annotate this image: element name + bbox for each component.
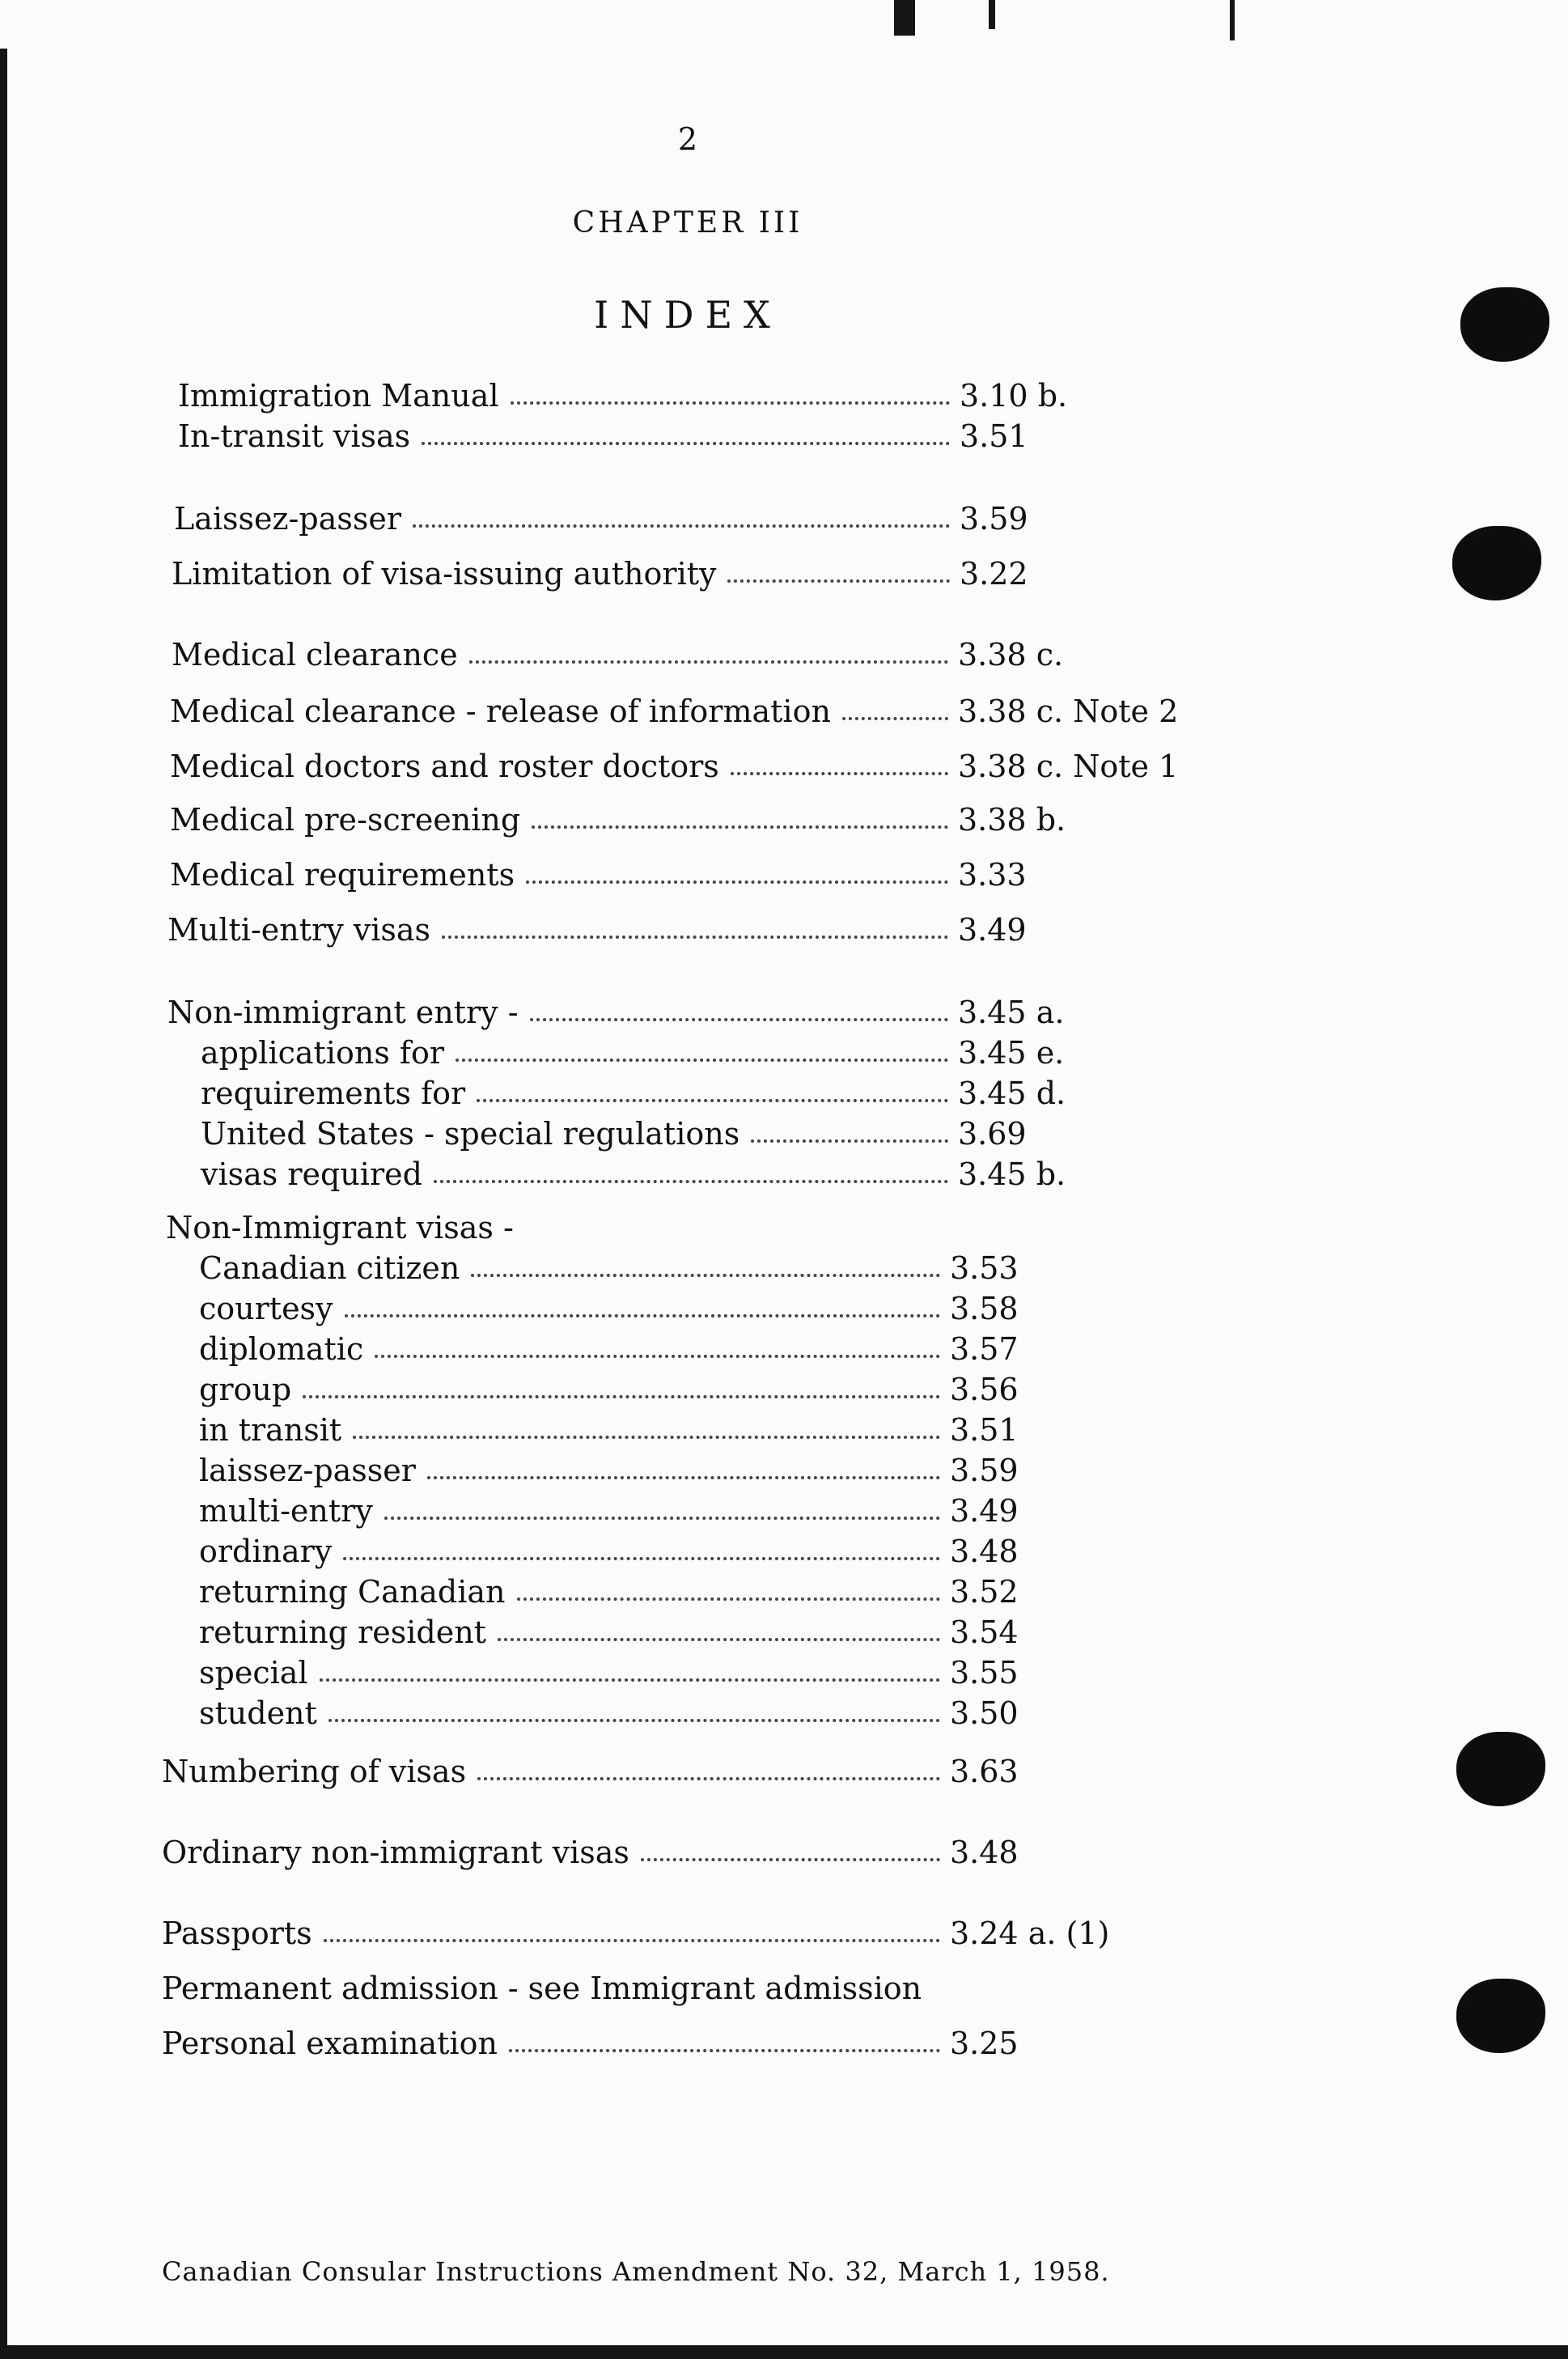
punch-hole: [1456, 1732, 1545, 1806]
entry-label: in transit: [199, 1412, 342, 1448]
dot-leader: [469, 660, 948, 664]
entry-label: Non-immigrant entry -: [167, 995, 519, 1030]
entry-reference: 3.38 b.: [958, 802, 1066, 838]
dot-leader: [328, 1719, 940, 1722]
scan-top-mark: [894, 0, 915, 36]
dot-leader: [442, 936, 948, 939]
entry-reference: 3.38 c. Note 1: [958, 749, 1179, 784]
entry-reference: 3.51: [950, 1412, 1019, 1448]
entry-reference: 3.24 a. (1): [950, 1916, 1110, 1951]
entry-label: Medical clearance: [172, 637, 458, 672]
punch-hole: [1456, 1979, 1545, 2053]
entry-label: multi-entry: [199, 1493, 373, 1529]
page-number: 2: [677, 121, 698, 157]
entry-label: diplomatic: [199, 1331, 364, 1367]
entry-reference: 3.56: [950, 1372, 1019, 1407]
entry-label: ordinary: [199, 1534, 333, 1569]
entry-reference: 3.38 c. Note 2: [958, 694, 1179, 729]
entry-reference: 3.45 a.: [958, 995, 1065, 1030]
entry-label: Passports: [162, 1916, 312, 1951]
entry-label: group: [199, 1372, 292, 1407]
entry-reference: 3.54: [950, 1614, 1019, 1650]
entry-label: student: [199, 1695, 317, 1731]
entry-reference: 3.45 b.: [958, 1156, 1066, 1192]
entry-reference: 3.69: [958, 1116, 1027, 1152]
entry-label: Limitation of visa-issuing authority: [172, 556, 717, 592]
entry-reference: 3.49: [950, 1493, 1019, 1529]
entry-label: In-transit visas: [178, 418, 411, 454]
page-footer: Canadian Consular Instructions Amendment No. 32, March 1, 1958.: [162, 2256, 1110, 2287]
dot-leader: [434, 1180, 948, 1183]
entry-label: laissez-passer: [199, 1453, 416, 1488]
dot-leader: [530, 1018, 948, 1021]
dot-leader: [471, 1274, 940, 1277]
dot-leader: [641, 1858, 940, 1861]
entry-reference: 3.33: [958, 857, 1027, 893]
entry-label: Permanent admission - see Immigrant admission: [162, 1971, 922, 2006]
entry-reference: 3.38 c.: [958, 637, 1064, 672]
scan-bottom-border: [0, 2345, 1568, 2359]
entry-reference: 3.52: [950, 1574, 1019, 1610]
entry-reference: 3.25: [950, 2026, 1019, 2061]
dot-leader: [324, 1939, 940, 1942]
entry-reference: 3.53: [950, 1250, 1019, 1286]
dot-leader: [413, 524, 950, 528]
entry-label: returning Canadian: [199, 1574, 506, 1610]
dot-leader: [842, 717, 948, 720]
entry-label: returning resident: [199, 1614, 486, 1650]
entry-reference: 3.51: [960, 418, 1028, 454]
dot-leader: [422, 442, 950, 445]
dot-leader: [427, 1476, 940, 1479]
entry-reference: 3.45 d.: [958, 1076, 1066, 1111]
entry-label: Laissez-passer: [174, 501, 402, 537]
entry-label: visas required: [201, 1156, 422, 1192]
dot-leader: [384, 1517, 940, 1520]
entry-label: Medical clearance - release of information: [170, 694, 831, 729]
dot-leader: [345, 1314, 940, 1317]
dot-leader: [727, 579, 950, 583]
dot-leader: [509, 2049, 940, 2052]
entry-reference: 3.58: [950, 1291, 1019, 1326]
entry-label: requirements for: [201, 1076, 466, 1111]
entry-reference: 3.57: [950, 1331, 1019, 1367]
dot-leader: [456, 1059, 948, 1062]
entry-reference: 3.48: [950, 1534, 1019, 1569]
entry-label: Non-Immigrant visas -: [166, 1210, 514, 1245]
entry-label: Personal examination: [162, 2026, 498, 2061]
index-title: INDEX: [594, 293, 782, 337]
punch-hole: [1460, 287, 1549, 362]
entry-label: Ordinary non-immigrant visas: [162, 1835, 629, 1870]
dot-leader: [343, 1557, 940, 1560]
scan-top-mark: [1230, 0, 1235, 40]
entry-reference: 3.45 e.: [958, 1035, 1065, 1071]
dot-leader: [517, 1597, 940, 1601]
entry-reference: 3.59: [960, 501, 1028, 537]
entry-label: Medical doctors and roster doctors: [170, 749, 719, 784]
dot-leader: [511, 401, 950, 405]
dot-leader: [375, 1355, 940, 1358]
entry-label: courtesy: [199, 1291, 333, 1326]
dot-leader: [751, 1139, 948, 1143]
dot-leader: [320, 1678, 940, 1682]
punch-hole: [1452, 526, 1541, 600]
entry-label: Multi-entry visas: [167, 912, 431, 948]
dot-leader: [526, 880, 948, 884]
scan-top-mark: [989, 0, 995, 29]
entry-reference: 3.63: [950, 1754, 1019, 1789]
entry-label: Medical pre-screening: [170, 802, 521, 838]
dot-leader: [303, 1395, 940, 1398]
entry-reference: 3.49: [958, 912, 1027, 948]
entry-reference: 3.22: [960, 556, 1028, 592]
dot-leader: [353, 1436, 940, 1439]
entry-label: Canadian citizen: [199, 1250, 460, 1286]
entry-reference: 3.48: [950, 1835, 1019, 1870]
entry-label: Numbering of visas: [162, 1754, 467, 1789]
entry-label: Medical requirements: [170, 857, 515, 893]
entry-reference: 3.59: [950, 1453, 1019, 1488]
entry-reference: 3.55: [950, 1655, 1019, 1691]
entry-label: special: [199, 1655, 308, 1691]
dot-leader: [731, 772, 948, 775]
entry-label: Immigration Manual: [178, 378, 499, 414]
entry-label: applications for: [201, 1035, 445, 1071]
dot-leader: [498, 1638, 940, 1641]
entry-label: United States - special regulations: [201, 1116, 740, 1152]
chapter-heading: CHAPTER III: [572, 206, 803, 240]
entry-reference: 3.50: [950, 1695, 1019, 1731]
dot-leader: [477, 1777, 940, 1780]
dot-leader: [532, 825, 948, 829]
dot-leader: [477, 1099, 948, 1102]
scan-left-border: [0, 49, 7, 2347]
entry-reference: 3.10 b.: [960, 378, 1068, 414]
